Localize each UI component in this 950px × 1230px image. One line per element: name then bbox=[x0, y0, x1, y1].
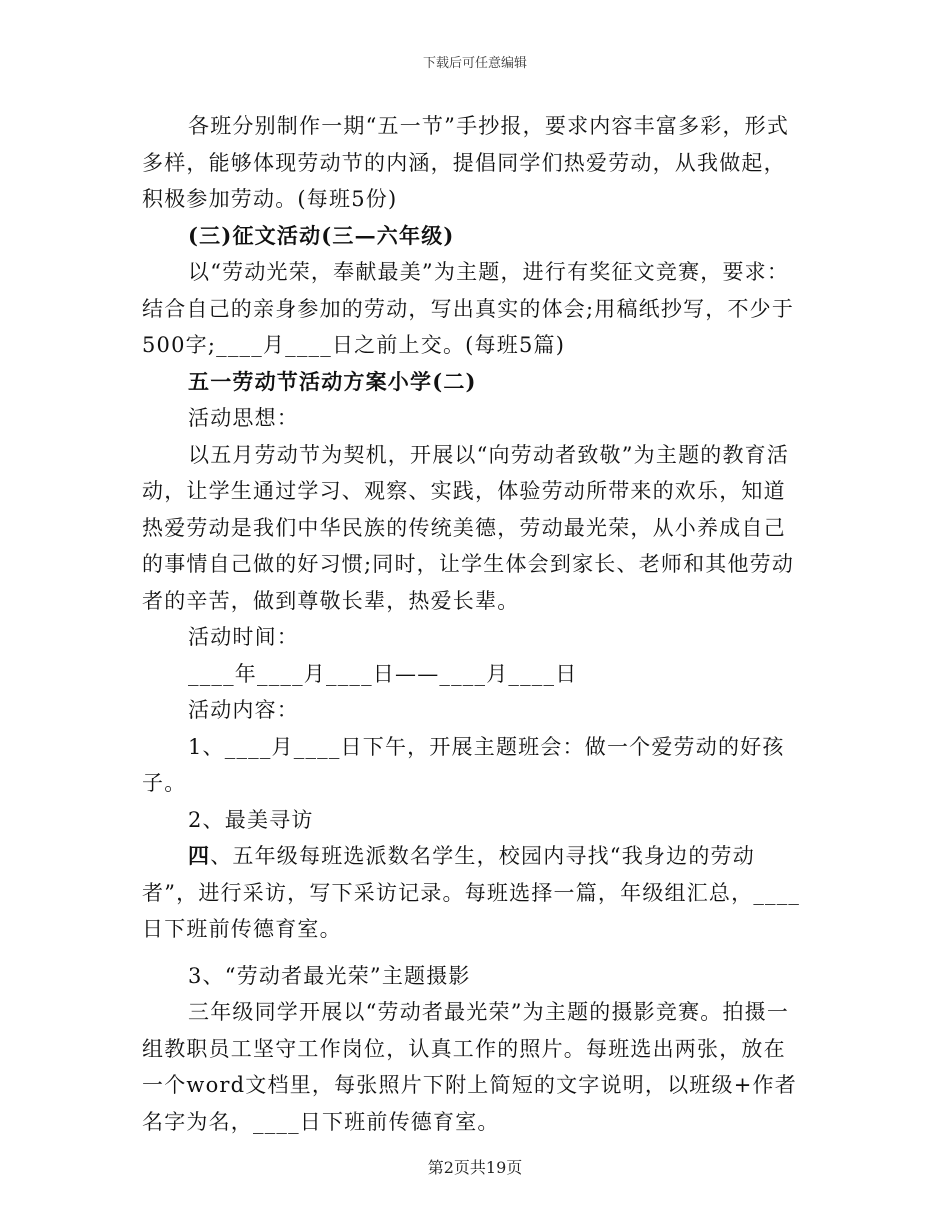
interview-bold-prefix: 四 bbox=[188, 843, 211, 868]
paragraph-activity-idea: 以五月劳动节为契机，开展以“向劳动者致敬”为主题的教育活动，让学生通过学习、观察、实践，体验劳动所带来的欢乐，知道热爱劳动是我们中华民族的传统美德，劳动最光荣，从小养成自己的事情自己做的好习惯;同时，让学生体会到家长、老师和其他劳动者的辛苦，做到尊敬长辈，热爱长辈。 bbox=[142, 442, 795, 613]
paragraph-essay-requirements: 以“劳动光荣，奉献最美”为主题，进行有奖征文竞赛，要求：结合自己的亲身参加的劳动，写出真实的体会;用稿纸抄写，不少于500字;____月____日之前上交。(每班5篇) bbox=[142, 260, 795, 357]
item-best-search: 2、最美寻访 bbox=[188, 807, 314, 832]
activity-time-value: ____年____月____日——____月____日 bbox=[188, 661, 578, 686]
item-photography: 3、“劳动者最光荣”主题摄影 bbox=[188, 963, 471, 988]
page-footer: 第2页共19页 bbox=[427, 1158, 523, 1177]
heading-plan-two: 五一劳动节活动方案小学(二) bbox=[188, 368, 477, 394]
document-body bbox=[142, 108, 802, 1140]
interview-text: 、五年级每班选派数名学生，校园内寻找“我身边的劳动者”，进行采访，写下采访记录。每班选择一篇，年级组汇总，____日下班前传德育室。 bbox=[142, 844, 801, 941]
heading-essay-activity: (三)征文活动(三—六年级) bbox=[188, 222, 455, 248]
page-header: 下载后可任意编辑 bbox=[422, 56, 527, 71]
paragraph-interview bbox=[142, 838, 802, 948]
label-activity-content: 活动内容： bbox=[188, 698, 299, 722]
paragraph-photography: 三年级同学开展以“劳动者最光荣”为主题的摄影竞赛。拍摄一组教职员工坚守工作岗位，认真工作的照片。每班选出两张，放在一个word文档里，每张照片下附上简短的文字说明，以班级+作者名字为名，____日下班前传德育室。 bbox=[142, 1000, 797, 1134]
item-class-meeting: 1、____月____日下午，开展主题班会：做一个爱劳动的好孩子。 bbox=[142, 734, 785, 795]
label-activity-time: 活动时间： bbox=[188, 625, 299, 649]
paragraph-handmade-newspaper: 各班分别制作一期“五一节”手抄报，要求内容丰富多彩，形式多样，能够体现劳动节的内涵，提倡同学们热爱劳动，从我做起，积极参加劳动。(每班5份) bbox=[142, 114, 790, 211]
label-activity-idea: 活动思想： bbox=[188, 406, 299, 430]
